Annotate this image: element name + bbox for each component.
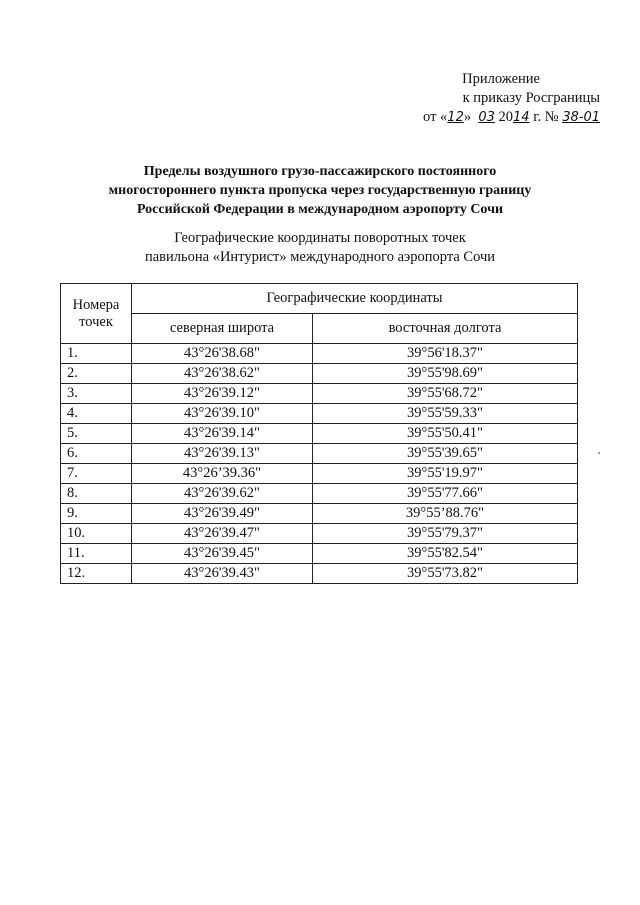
table-row — [61, 544, 578, 564]
table-row — [61, 564, 578, 584]
document-title — [60, 162, 580, 219]
latitude-cell: 43°26'39.49" — [132, 504, 313, 524]
table-row — [61, 404, 578, 424]
point-number-cell: 2. — [61, 364, 132, 384]
point-number-cell: 6. — [61, 444, 132, 464]
subtitle-line-1: Географические координаты поворотных точек — [174, 230, 466, 246]
header-point-number — [61, 284, 132, 344]
title-line-1: Пределы воздушного грузо-пассажирского постоянного — [143, 164, 497, 179]
appendix-order-ref: к приказу Росграницы — [462, 90, 600, 106]
point-number-cell: 7. — [61, 464, 132, 484]
header-longitude: восточная долгота — [313, 314, 578, 344]
latitude-cell: 43°26'39.14" — [132, 424, 313, 444]
scan-speck — [598, 452, 600, 454]
header-latitude: северная широта — [132, 314, 313, 344]
point-number-cell: 9. — [61, 504, 132, 524]
point-number-cell: 12. — [61, 564, 132, 584]
document-subtitle — [60, 229, 580, 267]
table-row — [61, 444, 578, 464]
handwritten-year: 14 — [513, 110, 530, 125]
longitude-cell: 39°55'77.66" — [313, 484, 578, 504]
point-number-cell: 10. — [61, 524, 132, 544]
longitude-cell: 39°55'39.65" — [313, 444, 578, 464]
table-row — [61, 364, 578, 384]
table-row — [61, 524, 578, 544]
appendix-label: Приложение — [462, 71, 540, 87]
longitude-cell: 39°55'73.82" — [313, 564, 578, 584]
longitude-cell: 39°55'19.97" — [313, 464, 578, 484]
latitude-cell: 43°26'39.47" — [132, 524, 313, 544]
date-close-quote: » — [463, 109, 472, 125]
year-prefix: 20 — [498, 109, 514, 125]
handwritten-day: 12 — [447, 110, 464, 125]
appendix-date-line — [360, 108, 600, 127]
table-row — [61, 504, 578, 524]
latitude-cell: 43°26'39.45" — [132, 544, 313, 564]
latitude-cell: 43°26'39.10" — [132, 404, 313, 424]
appendix-header — [360, 70, 600, 127]
table-row — [61, 424, 578, 444]
coordinates-table — [60, 283, 578, 584]
header-num-line-2: точек — [79, 313, 113, 330]
point-number-cell: 8. — [61, 484, 132, 504]
latitude-cell: 43°26'39.62" — [132, 484, 313, 504]
point-number-cell: 3. — [61, 384, 132, 404]
subtitle-line-2: павильона «Интурист» международного аэропорта Сочи — [144, 249, 496, 265]
longitude-cell: 39°55'79.37" — [313, 524, 578, 544]
handwritten-month: 03 — [478, 110, 495, 125]
longitude-cell: 39°55’88.76" — [313, 504, 578, 524]
latitude-cell: 43°26'39.13" — [132, 444, 313, 464]
number-label: г. № — [533, 109, 559, 125]
handwritten-number: 38-01 — [562, 110, 600, 125]
latitude-cell: 43°26’39.36" — [132, 464, 313, 484]
latitude-cell: 43°26'38.68" — [132, 344, 313, 364]
longitude-cell: 39°55'82.54" — [313, 544, 578, 564]
header-num-line-1: Номера — [72, 296, 120, 313]
header-geo-coords: Географические координаты — [132, 284, 578, 314]
point-number-cell: 1. — [61, 344, 132, 364]
latitude-cell: 43°26'39.12" — [132, 384, 313, 404]
point-number-cell: 4. — [61, 404, 132, 424]
date-open-quote: от « — [423, 109, 448, 125]
table-row — [61, 464, 578, 484]
latitude-cell: 43°26'38.62" — [132, 364, 313, 384]
latitude-cell: 43°26'39.43" — [132, 564, 313, 584]
longitude-cell: 39°55'59.33" — [313, 404, 578, 424]
point-number-cell: 5. — [61, 424, 132, 444]
longitude-cell: 39°55'98.69" — [313, 364, 578, 384]
longitude-cell: 39°55'68.72" — [313, 384, 578, 404]
table-row — [61, 344, 578, 364]
table-row — [61, 384, 578, 404]
title-line-3: Российской Федерации в международном аэропорту Сочи — [136, 202, 504, 217]
longitude-cell: 39°55'50.41" — [313, 424, 578, 444]
title-line-2: многостороннего пункта пропуска через государственную границу — [108, 183, 532, 198]
longitude-cell: 39°56'18.37" — [313, 344, 578, 364]
point-number-cell: 11. — [61, 544, 132, 564]
table-row — [61, 484, 578, 504]
